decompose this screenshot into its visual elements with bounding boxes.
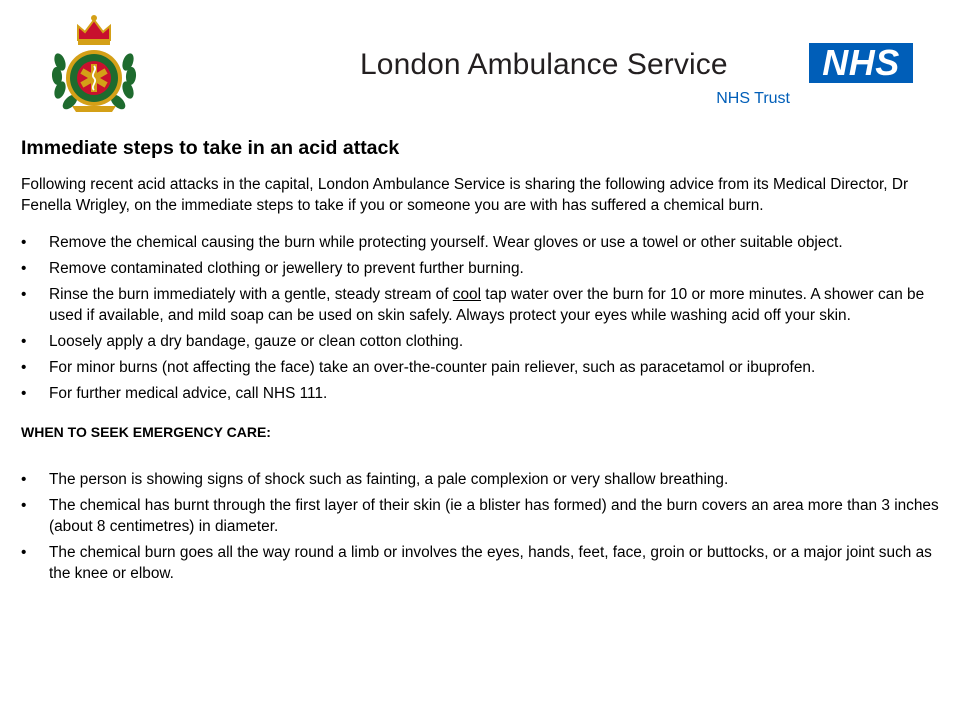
list-item-text: Loosely apply a dry bandage, gauze or clean cotton clothing. [49,333,464,350]
list-item-text: For further medical advice, call NHS 111. [49,385,328,402]
emergency-list [21,469,951,584]
bullet-glyph: • [21,333,27,350]
list-item-text: Rinse the burn immediately with a gentle, steady stream of cool tap water over the burn for 10 or more minutes. A shower can be used if available, and mild soap can be used on skin safely. Always protect your eyes while washing acid off your skin. [49,286,925,324]
emphasis-cool: cool [452,286,482,303]
bullet-glyph: • [21,359,27,376]
emergency-heading: WHEN TO SEEK EMERGENCY CARE: [21,424,271,440]
list-item-text: For minor burns (not affecting the face) take an over-the-counter pain reliever, such as paracetamol or ibuprofen. [49,359,816,376]
list-item [21,232,951,253]
list-item [21,542,951,584]
bullet-glyph: • [21,234,27,251]
nhs-logo: NHS [809,43,913,83]
bullet-glyph: • [21,286,27,303]
list-item [21,258,951,279]
list-item [21,357,951,378]
list-item-text: Remove contaminated clothing or jewellery to prevent further burning. [49,260,524,277]
london-ambulance-crest-icon [48,10,140,120]
list-item-text: The chemical burn goes all the way round a limb or involves the eyes, hands, feet, face, groin or buttocks, or a major joint such as the knee or elbow. [49,544,932,582]
list-item [21,383,951,404]
bullet-glyph: • [21,471,27,488]
list-item [21,331,951,352]
organisation-name: London Ambulance Service [360,48,728,81]
list-item [21,284,951,326]
document-body [21,136,951,589]
intro-paragraph: Following recent acid attacks in the capital, London Ambulance Service is sharing the following advice from its Medical Director, Dr Fenella Wrigley, on the immediate steps to take if you or someone you are with has suffered a chemical burn. [21,176,909,214]
list-item-text: Remove the chemical causing the burn while protecting yourself. Wear gloves or use a towel or other suitable object. [49,234,843,251]
bullet-glyph: • [21,544,27,561]
list-item-text: The chemical has burnt through the first layer of their skin (ie a blister has formed) and the burn covers an area more than 3 inches (about 8 centimetres) in diameter. [49,497,939,535]
steps-list [21,232,951,404]
bullet-glyph: • [21,497,27,514]
list-item [21,495,951,537]
nhs-trust-label: NHS Trust [716,90,790,107]
bullet-glyph: • [21,385,27,402]
list-item [21,469,951,490]
list-item-text: The person is showing signs of shock such as fainting, a pale complexion or very shallow breathing. [49,471,729,488]
document-title: Immediate steps to take in an acid attack [21,137,400,159]
bullet-glyph: • [21,260,27,277]
